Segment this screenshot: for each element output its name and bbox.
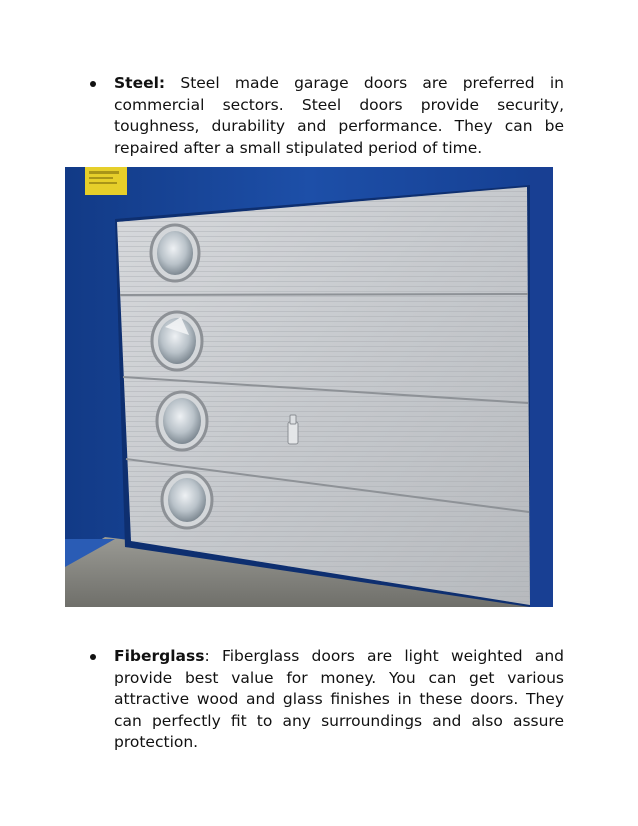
garage-door-photo	[65, 167, 553, 607]
bullet-term: Fiberglass	[114, 647, 205, 665]
bullet-paragraph	[114, 646, 564, 754]
bullet-description: Steel made garage doors are preferred in commercial sectors. Steel doors provide security, toughness, durability and performance. They can be repaired after a small stipulated period of time.	[114, 74, 564, 157]
bullet-term: Steel:	[114, 74, 166, 92]
door-handle	[288, 415, 298, 444]
bullet-paragraph	[114, 73, 564, 159]
bullet-dot-icon	[90, 81, 96, 87]
porthole-window-2	[152, 312, 202, 370]
bullet-item-fiberglass	[90, 646, 564, 754]
bullet-dot-icon	[90, 654, 96, 660]
porthole-window-4	[162, 472, 212, 528]
porthole-window-3	[157, 392, 207, 450]
porthole-window-1	[151, 225, 199, 281]
bullet-item-steel	[90, 73, 564, 159]
bullet-description: : Fiberglass doors are light weighted and provide best value for money. You can get various attractive wood and glass finishes in these doors. They can perfectly fit to any surroundings and also assure protection.	[114, 647, 564, 751]
